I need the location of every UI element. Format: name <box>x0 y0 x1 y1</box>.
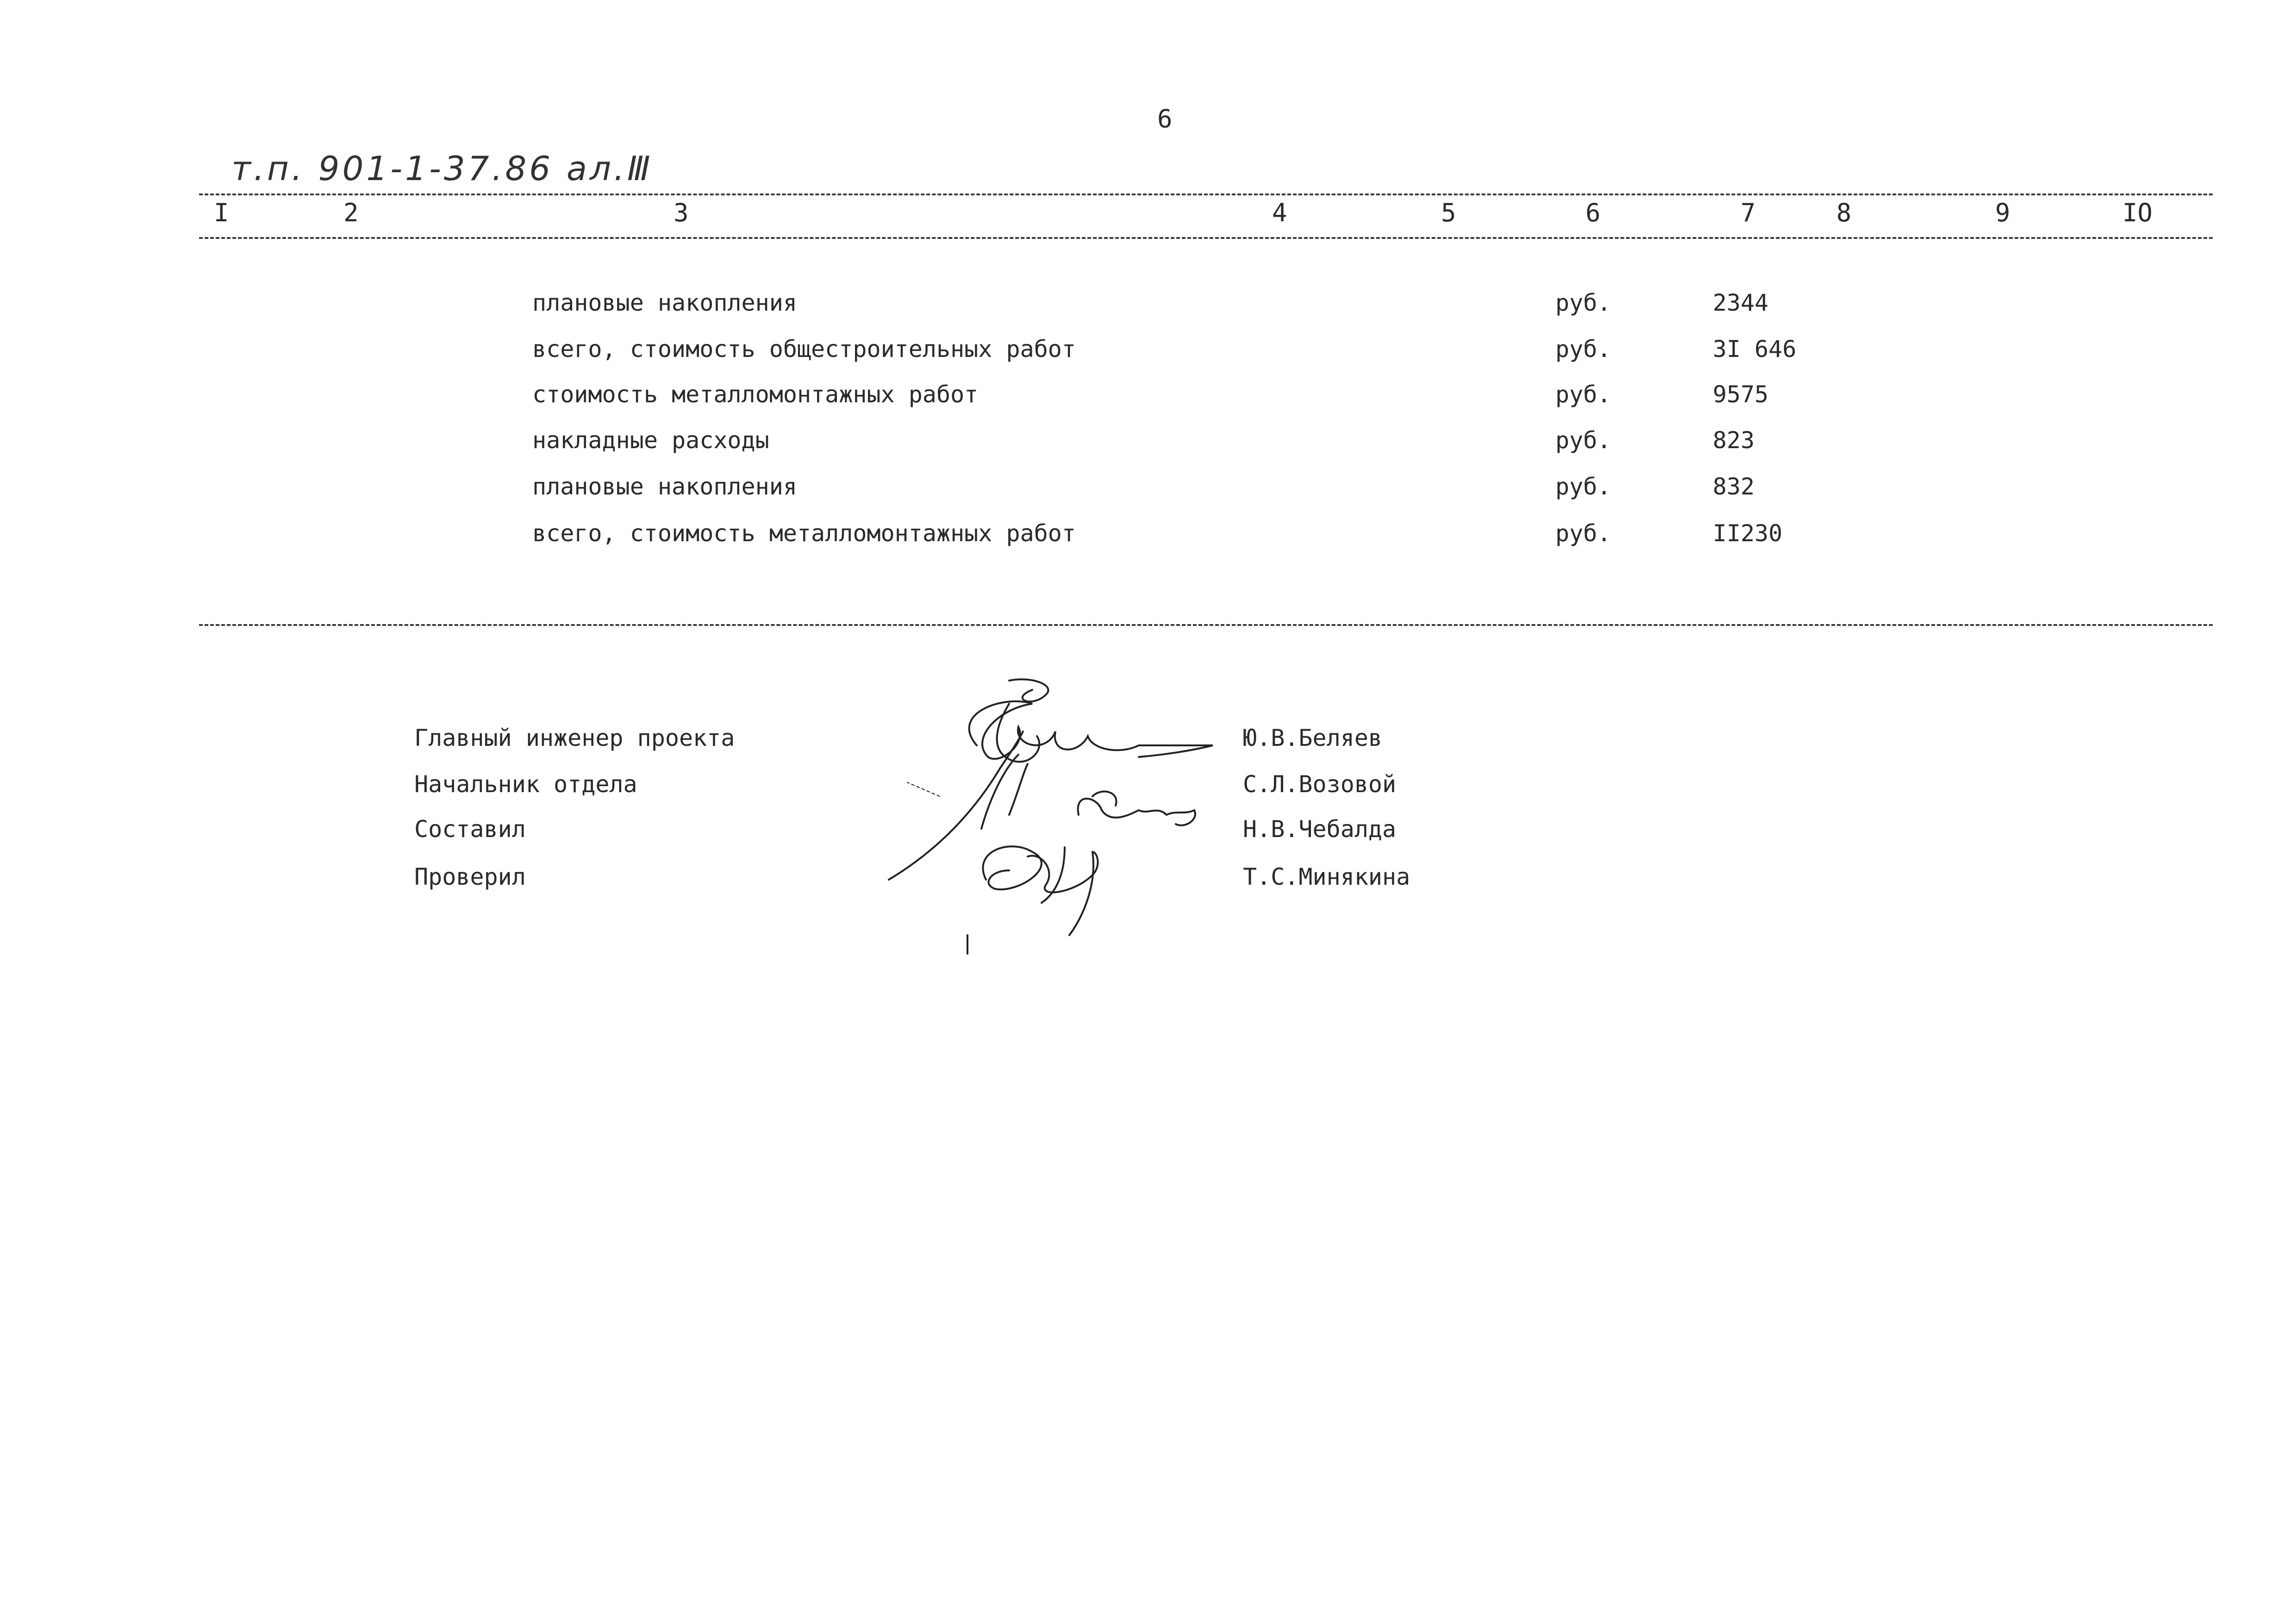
row-unit: руб. <box>1555 473 1611 500</box>
row-description: всего, стоимость металломонтажных работ <box>532 520 1076 547</box>
column-number-7: 7 <box>1741 198 1756 227</box>
column-number-2: 2 <box>343 198 359 227</box>
signatory-role: Начальник отдела <box>414 771 637 798</box>
table-row <box>0 427 2296 464</box>
table-row <box>0 336 2296 373</box>
row-unit: руб. <box>1555 427 1611 454</box>
table-header-bottom-rule <box>199 237 2213 239</box>
row-description: накладные расходы <box>532 427 769 454</box>
row-value: 823 <box>1713 427 1755 454</box>
signatory-role: Главный инженер проекта <box>414 725 735 751</box>
row-unit: руб. <box>1555 520 1611 547</box>
row-value: 9575 <box>1713 381 1769 408</box>
column-number-5: 5 <box>1441 198 1456 227</box>
table-row <box>0 473 2296 510</box>
signatory-name: Н.В.Чебалда <box>1243 816 1397 843</box>
table-header-top-rule <box>199 194 2213 195</box>
column-number-1: I <box>214 198 229 227</box>
table-row <box>0 289 2296 326</box>
handwritten-signatures <box>880 676 1273 963</box>
column-number-3: 3 <box>674 198 689 227</box>
row-value: II230 <box>1713 520 1783 547</box>
column-number-6: 6 <box>1585 198 1601 227</box>
table-row <box>0 381 2296 418</box>
row-value: 832 <box>1713 473 1755 500</box>
signatory-name: С.Л.Возовой <box>1243 771 1397 798</box>
row-unit: руб. <box>1555 289 1611 316</box>
column-number-4: 4 <box>1272 198 1287 227</box>
signatory-role: Составил <box>414 816 526 843</box>
table-row <box>0 520 2296 557</box>
row-unit: руб. <box>1555 381 1611 408</box>
column-number-9: 9 <box>1995 198 2010 227</box>
row-description: плановые накопления <box>532 289 797 316</box>
signatory-role: Проверил <box>414 863 526 890</box>
row-unit: руб. <box>1555 336 1611 363</box>
page-number: 6 <box>1157 104 1173 133</box>
table-bottom-rule <box>199 624 2213 626</box>
row-description: всего, стоимость общестроительных работ <box>532 336 1076 363</box>
row-value: 3I 646 <box>1713 336 1797 363</box>
row-description: плановые накопления <box>532 473 797 500</box>
document-reference: т.п. 901-1-37.86 ал.Ⅲ <box>231 149 653 188</box>
row-value: 2344 <box>1713 289 1769 316</box>
column-number-10: IO <box>2122 198 2153 227</box>
signatory-name: Т.С.Минякина <box>1243 863 1410 890</box>
column-number-8: 8 <box>1836 198 1852 227</box>
row-description: стоимость металломонтажных работ <box>532 381 979 408</box>
signatory-name: Ю.В.Беляев <box>1243 725 1383 751</box>
